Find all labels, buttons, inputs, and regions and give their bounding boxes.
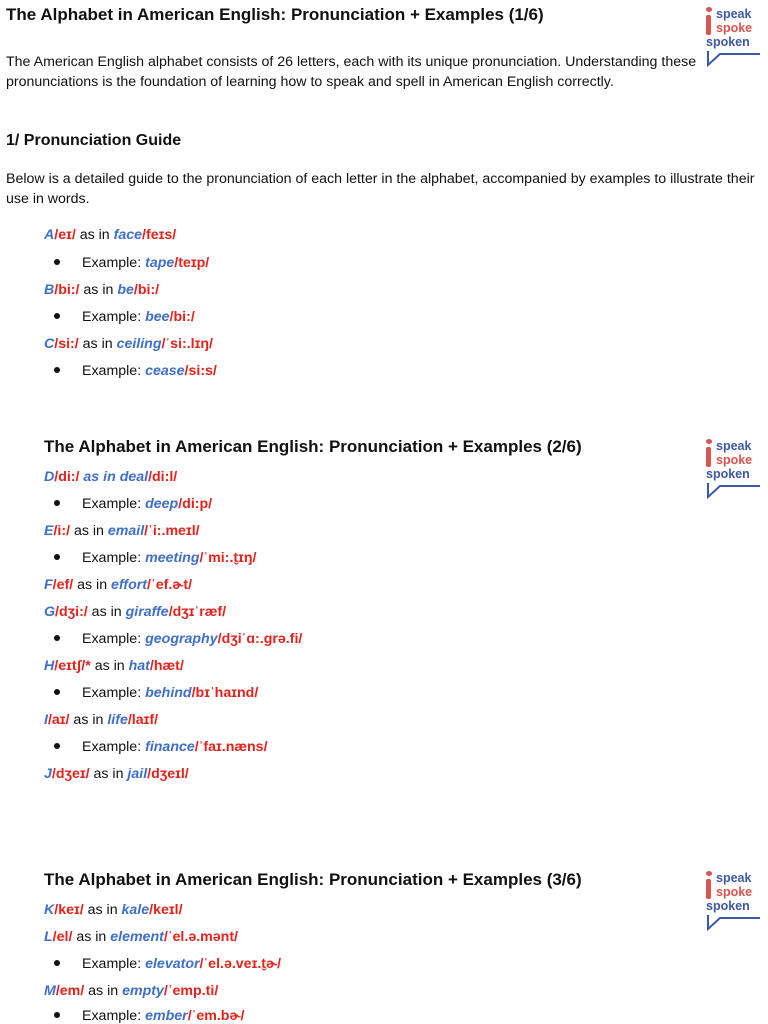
- bullet-icon: [54, 743, 60, 749]
- logo-word-spoken: spoken: [706, 467, 750, 481]
- logo-word-speak: speak: [716, 439, 752, 453]
- letter-entry-f: F/ef/ as in effort/ˈef.ɚt/: [44, 577, 193, 593]
- pronunciation-guide-heading: 1/ Pronunciation Guide: [6, 132, 182, 149]
- letter-entry-j: J/dʒeɪ/ as in jail/dʒeɪl/: [44, 766, 189, 782]
- logo-bar: [706, 447, 711, 467]
- logo-word-spoke: spoke: [716, 21, 753, 35]
- example-item: Example: ember/ˈem.bɚ/: [54, 1008, 245, 1024]
- letter-entry-c: C/si:/ as in ceiling/ˈsi:.lɪŋ/: [44, 336, 213, 352]
- letter-entry-k: K/keɪ/ as in kale/keɪl/: [44, 902, 183, 918]
- speech-bubble-tail-icon: [706, 482, 762, 500]
- letter-entry-i: I/aɪ/ as in life/laɪf/: [44, 712, 159, 728]
- section-2-title: The Alphabet in American English: Pronunciation + Examples (2/6): [44, 437, 582, 456]
- section-1-title: The Alphabet in American English: Pronunciation + Examples (1/6): [6, 5, 544, 24]
- example-item: Example: elevator/ˈel.ə.veɪ.t̬ɚ/: [54, 956, 281, 972]
- speech-bubble-tail-icon: [706, 914, 762, 932]
- letter-entry-d: D/di:/ as in deal/di:l/: [44, 469, 178, 485]
- example-item: Example: meeting/ˈmi:.t̬ɪŋ/: [54, 550, 256, 566]
- bullet-icon: [54, 367, 60, 373]
- logo-bar: [706, 879, 711, 899]
- example-item: Example: behind/bɪˈhaɪnd/: [54, 685, 258, 701]
- logo-bar: [706, 439, 712, 444]
- letter-entry-l: L/el/ as in element/ˈel.ə.mənt/: [44, 929, 238, 945]
- example-item: Example: deep/di:p/: [54, 496, 212, 512]
- bullet-icon: [54, 960, 60, 966]
- logo-word-spoke: spoke: [716, 885, 753, 899]
- bullet-icon: [54, 554, 60, 560]
- letter-entry-e: E/i:/ as in email/ˈi:.meɪl/: [44, 523, 200, 539]
- logo-word-spoken: spoken: [706, 35, 750, 49]
- logo-bar: [706, 15, 711, 35]
- logo-word-spoke: spoke: [716, 453, 753, 467]
- intro-paragraph: The American English alphabet consists of 26 letters, each with its unique pronunciation. Understanding these pronunciations is the foundation of learning how to speak and spell in American English correctly.: [6, 54, 697, 90]
- example-item: Example: geography/dʒiˈɑ:.grə.fi/: [54, 631, 302, 647]
- logo-word-speak: speak: [716, 7, 752, 21]
- logo-word-speak: speak: [716, 871, 752, 885]
- section-3-title: The Alphabet in American English: Pronunciation + Examples (3/6): [44, 870, 582, 889]
- example-item: Example: bee/bi:/: [54, 309, 195, 325]
- bullet-icon: [54, 313, 60, 319]
- bullet-icon: [54, 689, 60, 695]
- letter-entry-b: B/bi:/ as in be/bi:/: [44, 282, 160, 298]
- bullet-icon: [54, 500, 60, 506]
- brand-logo: [702, 436, 764, 496]
- brand-logo: [702, 868, 764, 928]
- example-item: Example: cease/si:s/: [54, 363, 217, 379]
- letter-entry-g: G/dʒi:/ as in giraffe/dʒɪˈræf/: [44, 604, 227, 620]
- example-item: Example: finance/ˈfaɪ.næns/: [54, 739, 268, 755]
- example-item: Example: tape/teɪp/: [54, 255, 209, 271]
- bullet-icon: [54, 259, 60, 265]
- letter-entry-a: A/eɪ/ as in face/feɪs/: [44, 227, 177, 243]
- bullet-icon: [54, 1012, 60, 1018]
- logo-bar: [706, 7, 712, 12]
- logo-word-spoken: spoken: [706, 899, 750, 913]
- logo-bar: [706, 871, 712, 876]
- letter-entry-h: H/eɪtʃ/* as in hat/hæt/: [44, 658, 184, 674]
- bullet-icon: [54, 635, 60, 641]
- letter-entry-m: M/em/ as in empty/ˈemp.ti/: [44, 983, 219, 999]
- guide-intro-paragraph: Below is a detailed guide to the pronunciation of each letter in the alphabet, accompanied by examples to illustrate their use in words.: [6, 171, 755, 207]
